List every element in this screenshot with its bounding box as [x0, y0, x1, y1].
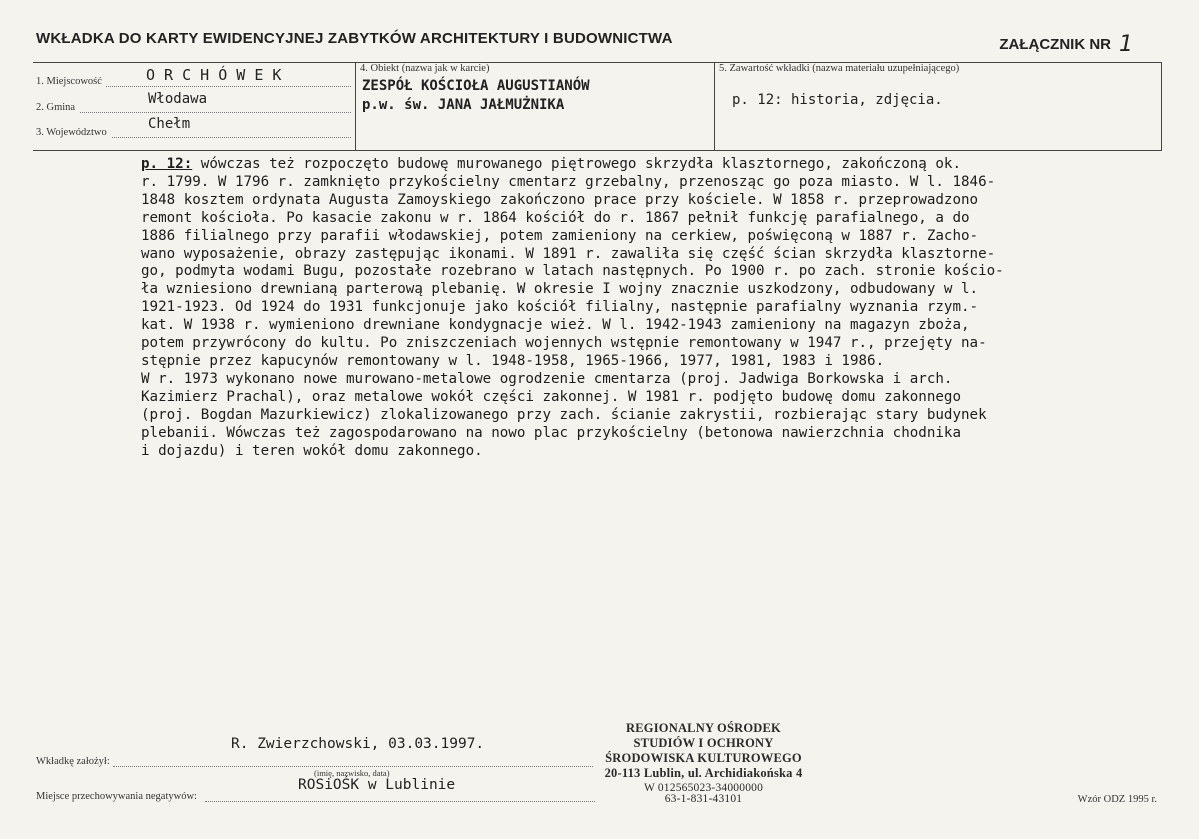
text-line: stępnie przez kapucynów remontowany w l. 1948-1958, 1965-1966, 1977, 1981, 1983 i 1986. — [141, 352, 885, 369]
right-border — [1161, 62, 1162, 150]
commune-dots — [80, 112, 351, 113]
stamp-line: STUDIÓW I OCHRONY — [633, 736, 774, 750]
storage-label: Miejsce przechowywania negatywów: — [36, 791, 197, 802]
commune-value: Włodawa — [148, 91, 208, 107]
institution-stamp — [596, 721, 811, 807]
text-line: go, podmyta wodami Bugu, pozostałe rozebrano w latach następnych. Po 1900 r. po zach. stronie kościo- — [141, 263, 1004, 280]
text-line: 1848 kosztem ordynata Augusta Zamoyskiego zakończono prace przy kościele. W 1858 r. przeprowadzono — [141, 191, 979, 208]
text-line: remont kościoła. Po kasacie zakonu w r. 1864 kościół do r. 1867 pełnił funkcję parafialnego, a do — [141, 209, 970, 226]
author-hint: (imię, nazwisko, data) — [314, 768, 390, 778]
commune-label: 2. Gmina — [36, 102, 76, 113]
annex-label-text: ZAŁĄCZNIK NR — [999, 36, 1111, 53]
contents-label: 5. Zawartość wkładki (nazwa materiału uzupełniającego) — [719, 63, 960, 74]
author-label: Wkładkę założył: — [36, 756, 110, 767]
text-line: wano wyposażenie, obrazy zastępując ikonami. W 1891 r. zawaliła się część ścian skrzydła klasztorne- — [141, 245, 996, 262]
field-divider-2 — [714, 62, 715, 150]
storage-dots — [205, 801, 595, 802]
field-divider-1 — [355, 62, 356, 150]
object-line-2: p.w. św. JANA JAŁMUŻNIKA — [362, 97, 565, 113]
text-line: ła wzniesiono drewnianą parterową plebanię. W okresie I wojny znacznie uszkodzony, odbudowany w l. — [141, 281, 979, 298]
voivodeship-value: Chełm — [148, 116, 191, 132]
stamp-line: REGIONALNY OŚRODEK — [626, 721, 781, 735]
author-value: R. Zwierzchowski, 03.03.1997. — [231, 736, 485, 752]
storage-value: ROSiOŚK w Lublinie — [298, 777, 456, 793]
object-line-1: ZESPÓŁ KOŚCIOŁA AUGUSTIANÓW — [362, 78, 590, 94]
author-dots — [113, 766, 593, 767]
document-title: WKŁADKA DO KARTY EWIDENCYJNEJ ZABYTKÓW ARCHITEKTURY I BUDOWNICTWA — [36, 30, 673, 47]
text-line: (proj. Bogdan Mazurkiewicz) zlokalizowanego przy zach. ścianie zakrystii, rozbierając stary budynek — [141, 406, 987, 423]
text-line: 1886 filialnego przy parafii włodawskiej, potem zamieniony na cerkiew, poświęconą w 1887 r. Zacho- — [141, 227, 979, 244]
stamp-line: 63-1-831-43101 — [664, 793, 743, 805]
voivodeship-dots — [112, 137, 351, 138]
annex-label — [999, 30, 1133, 55]
stamp-line: ŚRODOWISKA KULTUROWEGO — [605, 751, 802, 765]
locality-value: O R C H Ó W E K — [146, 66, 282, 84]
text-line: 1921-1923. Od 1924 do 1931 funkcjonuje jako kościół filialny, następnie parafialny wyznania rzym.- — [141, 299, 979, 316]
locality-label: 1. Miejscowość — [36, 76, 102, 87]
section-reference: p. 12: — [141, 156, 193, 172]
annex-number: 1 — [1119, 32, 1133, 57]
text-line: r. 1799. W 1796 r. zamknięto przykościelny cmentarz grzebalny, przenosząc go poza miasto. W l. 1846- — [141, 173, 996, 190]
text-line: i dojazdu) i teren wokół domu zakonnego. — [141, 442, 483, 459]
stamp-line: W 012565023-34000000 — [643, 782, 764, 794]
text-line: Kazimierz Prachal), oraz metalowe wokół części zakonnej. W 1981 r. podjęto budowę domu zakonnego — [141, 388, 961, 405]
text-line: wówczas też rozpoczęto budowę murowanego piętrowego skrzydła klasztornego, zakończoną ok. — [192, 156, 961, 172]
text-line: potem przywrócony do kultu. Po zniszczeniach wojennych wstępnie remontowany w 1947 r., przejęty na- — [141, 335, 987, 352]
object-label: 4. Obiekt (nazwa jak w karcie) — [360, 63, 490, 74]
top-rule — [33, 62, 1162, 63]
text-line: kat. W 1938 r. wymieniono drewniane kondygnacje wież. W l. 1942-1943 zamieniony na magazyn zboża, — [141, 317, 970, 334]
form-code: Wzór ODZ 1995 r. — [1077, 794, 1157, 805]
fields-bottom-rule — [33, 150, 1162, 151]
history-text — [141, 156, 1171, 460]
contents-value: p. 12: historia, zdjęcia. — [732, 92, 943, 108]
voivodeship-label: 3. Województwo — [36, 127, 107, 138]
text-line: plebanii. Wówczas też zagospodarowano na nowo plac przykościelny (betonowa nawierzchnia chodnika — [141, 424, 961, 441]
stamp-line: 20-113 Lublin, ul. Archidiakońska 4 — [604, 766, 803, 780]
locality-dots — [106, 86, 351, 87]
text-line: W r. 1973 wykonano nowe murowano-metalowe ogrodzenie cmentarza (proj. Jadwiga Borkowska i arch. — [141, 370, 953, 387]
